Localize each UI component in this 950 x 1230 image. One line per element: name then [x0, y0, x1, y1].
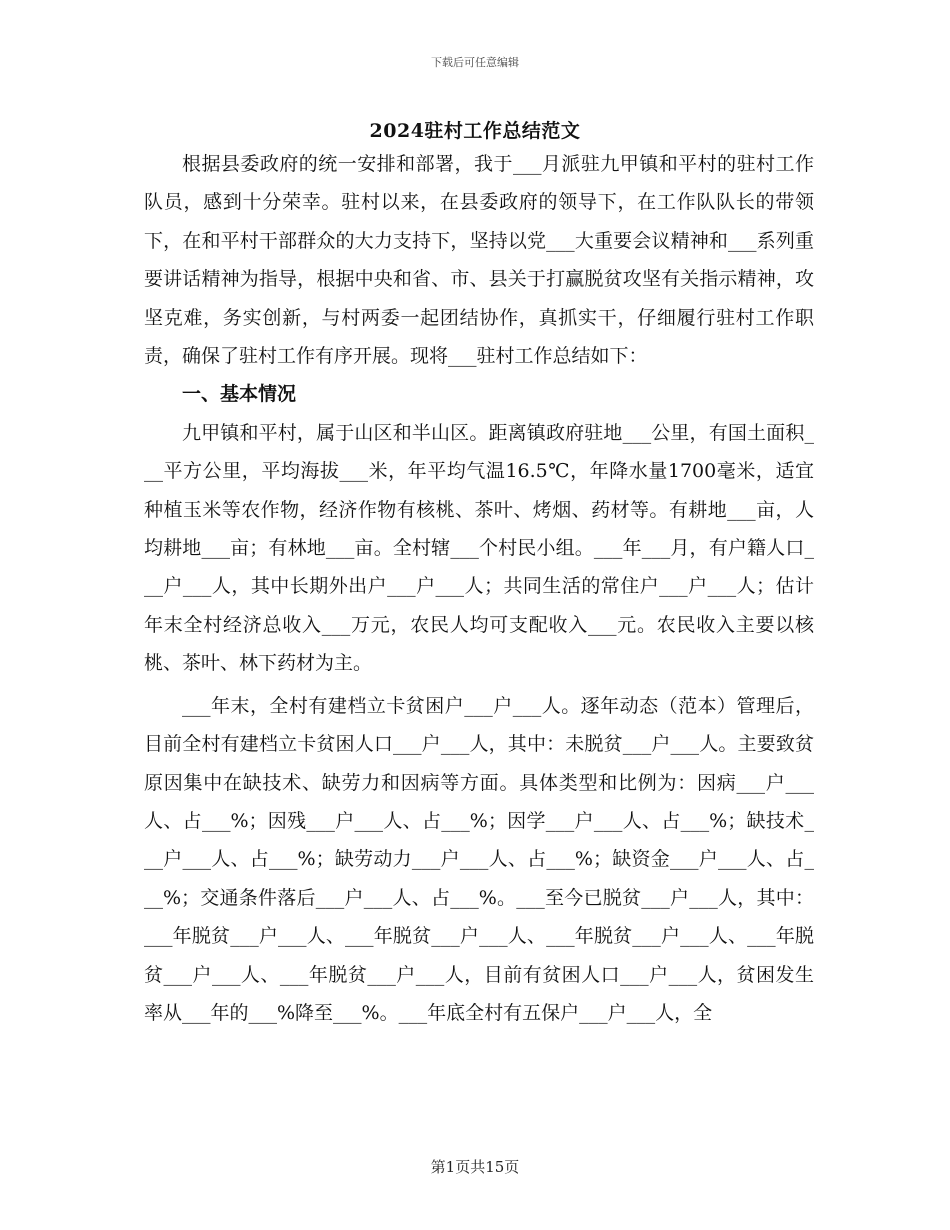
basic-info-paragraph: 九甲镇和平村，属于山区和半山区。距离镇政府驻地___公里，有国土面积___平方公里，平均海拔___米，年平均气温16.5℃，年降水量1700毫米，适宜种植玉米等农作物，经济作物有核桃、茶叶、烤烟、药材等。有耕地___亩，人均耕地___亩；有林地___亩。全村辖___个村民小组。___年___月，有户籍人口___户___人，其中长期外出户___户___人；共同生活的常住户___户___人；估计年末全村经济总收入___万元，农民人均可支配收入___元。农民收入主要以核桃、茶叶、林下药材为主。	[144, 421, 814, 675]
document-title: 2024驻村工作总结范文	[369, 120, 581, 142]
document-body	[144, 145, 814, 1032]
header-note: 下载后可任意编辑	[431, 56, 519, 69]
intro-paragraph: 根据县委政府的统一安排和部署，我于___月派驻九甲镇和平村的驻村工作队员，感到十分荣幸。驻村以来，在县委政府的领导下，在工作队队长的带领下，在和平村干部群众的大力支持下，坚持以党___大重要会议精神和___系列重要讲话精神为指导，根据中央和省、市、县关于打赢脱贫攻坚有关指示精神，攻坚克难，务实创新，与村两委一起团结协作，真抓实干，仔细履行驻村工作职责，确保了驻村工作有序开展。现将___驻村工作总结如下：	[144, 153, 814, 368]
page-number: 第1页共15页	[430, 1158, 520, 1176]
poverty-stats-paragraph: ___年末，全村有建档立卡贫困户___户___人。逐年动态（范本）管理后，目前全村有建档立卡贫困人口___户___人，其中：未脱贫___户___人。主要致贫原因集中在缺技术、缺劳力和因病等方面。具体类型和比例为：因病___户___人、占___%；因残___户___人、占___%；因学___户___人、占___%；缺技术___户___人、占___%；缺劳动力___户___人、占___%；缺资金___户___人、占___%；交通条件落后___户___人、占___%。___至今已脱贫___户___人，其中：___年脱贫___户___人、___年脱贫___户___人、___年脱贫___户___人、___年脱贫___户___人、___年脱贫___户___人，目前有贫困人口___户___人，贫困发生率从___年的___%降至___%。___年底全村有五保户___户___人，全	[144, 694, 814, 1024]
section-heading: 一、基本情况	[182, 383, 297, 406]
